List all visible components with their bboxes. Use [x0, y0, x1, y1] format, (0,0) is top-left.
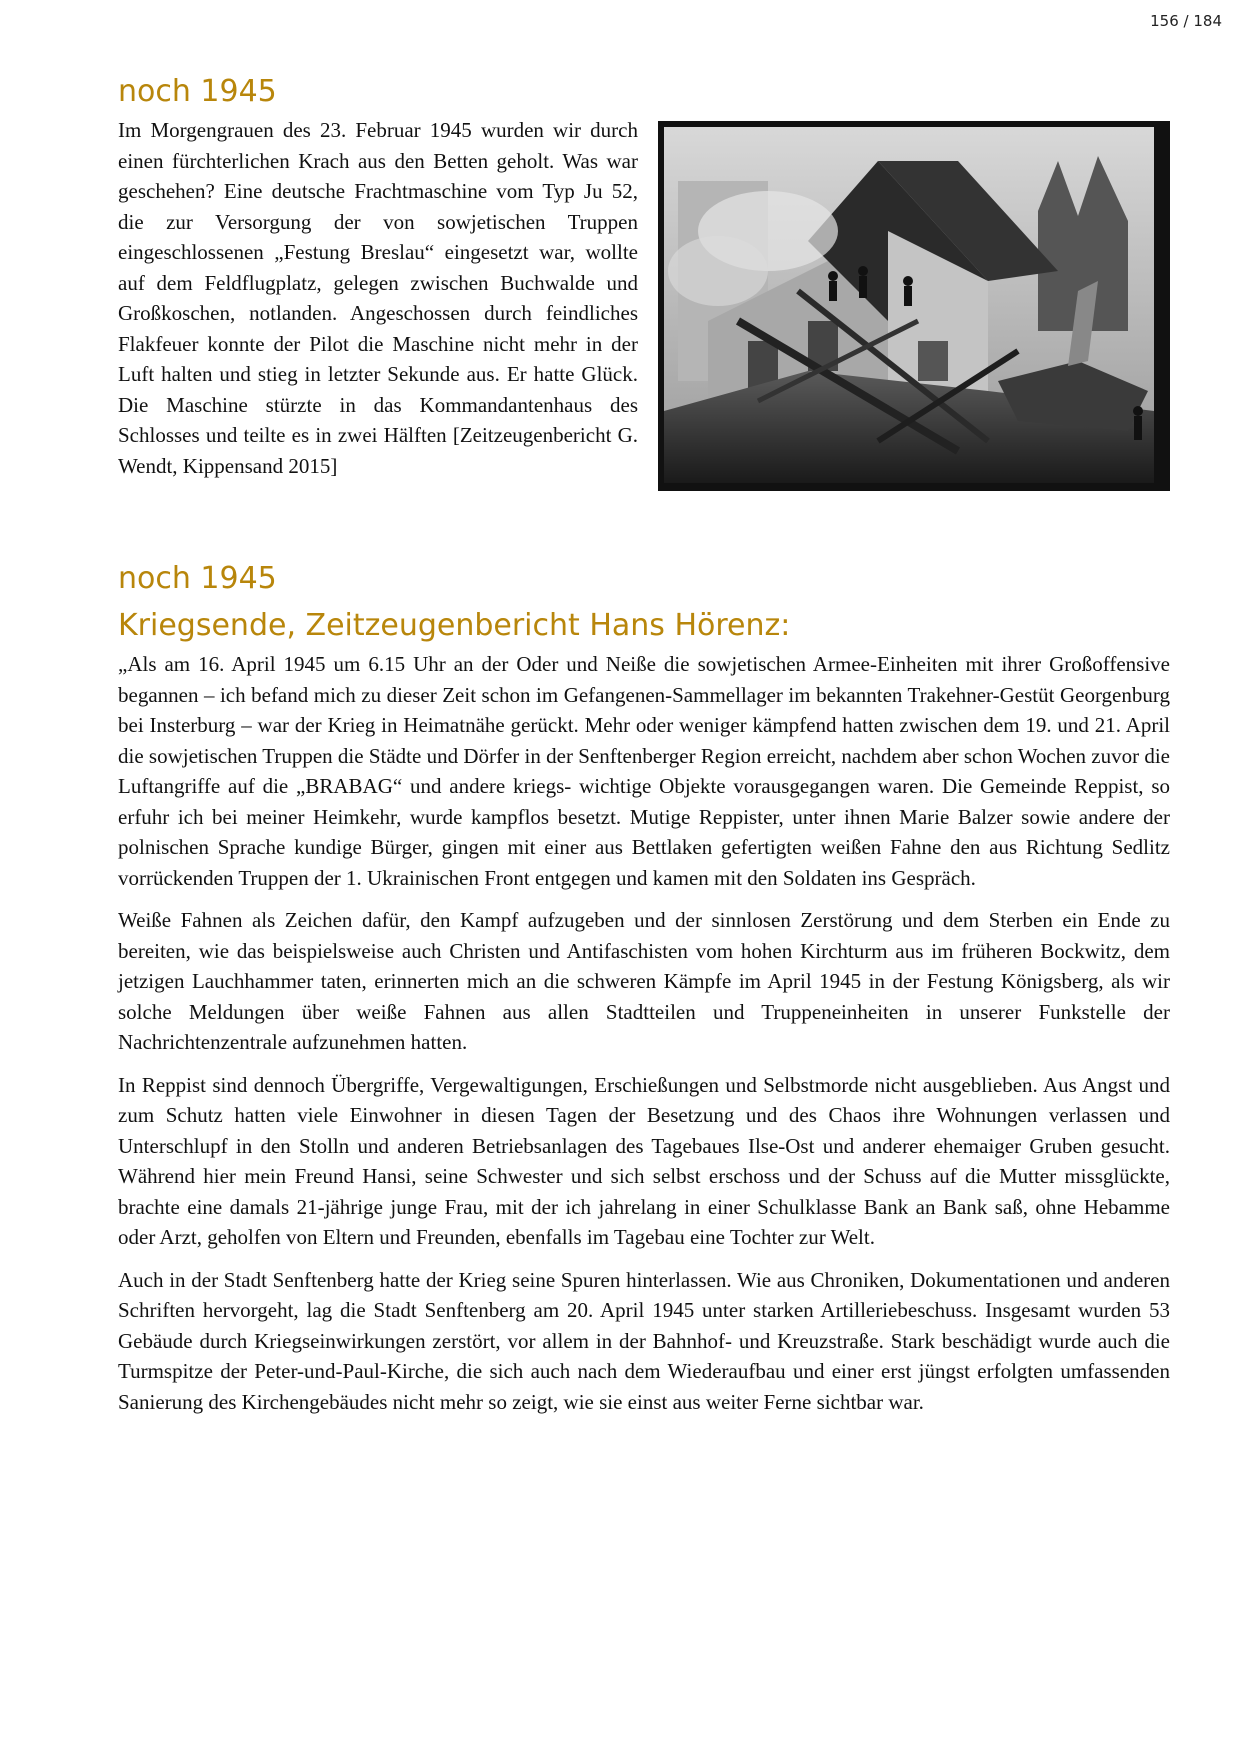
- section-heading: noch 1945: [118, 74, 277, 109]
- section-subheading: Kriegsende, Zeitzeugenbericht Hans Hörenz:: [118, 608, 791, 643]
- section-crash-1945: [118, 72, 1170, 491]
- page-content: [118, 72, 1170, 1429]
- paragraph: In Reppist sind dennoch Übergriffe, Vergewaltigungen, Erschießungen und Selbstmorde nicht ausgeblieben. Aus Angst und zum Schutz hatten viele Einwohner in diesen Tagen der Besetzung und des Chaos ihre Wohnungen verlassen und Unterschlupf in den Stolln und anderen Betriebsanlagen des Tagebaues Ilse-Ost und anderer ehemaiger Gruben gesucht. Während hier mein Freund Hansi, seine Schwester und sich selbst erschoss und der Schuss auf die Mutter missglückte, brachte eine damals 21-jährige junge Frau, mit der ich jahrelang in einer Schulklasse Bank an Bank saß, ohne Hebamme oder Arzt, geholfen von Eltern und Freunden, ebenfalls im Tagebau eine Tochter zur Welt.: [118, 1072, 1170, 1249]
- page-number: 156 / 184: [1150, 12, 1222, 30]
- paragraph: „Als am 16. April 1945 um 6.15 Uhr an der Oder und Neiße die sowjetischen Armee-Einheiten mit ihrer Großoffensive begannen – ich befand mich zu dieser Zeit schon im Gefangenen-Sammellager im bekannten Trakehner-Gestüt Georgenburg bei Insterburg – war der Krieg in Heimatnähe gerückt. Mehr oder weniger kämpfend hatten zwischen dem 19. und 21. April die sowjetischen Truppen die Städte und Dörfer in der Senftenberger Region erreicht, nachdem aber schon Wochen zuvor die Luftangriffe auf die „BRABAG“ und andere kriegs- wichtige Objekte vorausgegangen waren. Die Gemeinde Reppist, so erfuhr ich bei meiner Heimkehr, wurde kampflos besetzt. Mutige Reppister, unter ihnen Marie Balzer sowie andere der polnischen Sprache kundige Bürger, gingen mit einer aus Bettlaken gefertigten weißen Fahne den aus Richtung Sedlitz vorrückenden Truppen der 1. Ukrainischen Front entgegen und kamen mit den Soldaten ins Gespräch.: [118, 652, 1170, 890]
- section-heading: noch 1945: [118, 561, 277, 596]
- section-paragraph: Im Morgengrauen des 23. Februar 1945 wurden wir durch einen fürchterlichen Krach aus den Betten geholt. Was war geschehen? Eine deutsche Frachtmaschine vom Typ Ju 52, die zur Versorgung der von sowjetischen Truppen eingeschlossenen „Festung Breslau“ eingesetzt war, wollte auf dem Feldflugplatz, gelegen zwischen Buchwalde und Großkoschen, notlanden. Angeschossen durch feindliches Flakfeuer konnte der Pilot die Maschine nicht mehr in der Luft halten und stieg in letzter Sekunde aus. Er hatte Glück. Die Maschine stürzte in das Kommandantenhaus des Schlosses und teilte es in zwei Hälften [Zeitzeugenbericht G. Wendt, Kippensand 2015]: [118, 118, 638, 478]
- section-war-end: [118, 559, 1170, 1417]
- paragraph: Weiße Fahnen als Zeichen dafür, den Kampf aufzugeben und der sinnlosen Zerstörung und dem Sterben ein Ende zu bereiten, wie das beispielsweise auch Christen und Antifaschisten vom hohen Kirchturm aus im früheren Bockwitz, dem jetzigen Lauchhammer taten, erinnerten mich an die schweren Kämpfe im April 1945 in der Festung Königsberg, als wir solche Meldungen über weiße Fahnen aus allen Stadtteilen und Truppeneinheiten in unserer Funkstelle der Nachrichtenzentrale aufzunehmen hatten.: [118, 908, 1170, 1054]
- paragraph: Auch in der Stadt Senftenberg hatte der Krieg seine Spuren hinterlassen. Wie aus Chroniken, Dokumentationen und anderen Schriften hervorgeht, lag die Stadt Senftenberg am 20. April 1945 unter starken Artilleriebeschuss. Insgesamt wurden 53 Gebäude durch Kriegseinwirkungen zerstört, vor allem in der Bahnhof- und Kreuzstraße. Stark beschädigt wurde auch die Turmspitze der Peter-und-Paul-Kirche, die sich auch nach dem Wiederaufbau und einer erst jüngst erfolgten umfassenden Sanierung des Kirchengebäudes nicht mehr so zeigt, wie sie einst aus weiter Ferne sichtbar war.: [118, 1267, 1170, 1414]
- section-body: [118, 115, 1170, 491]
- crash-photo: [658, 121, 1170, 491]
